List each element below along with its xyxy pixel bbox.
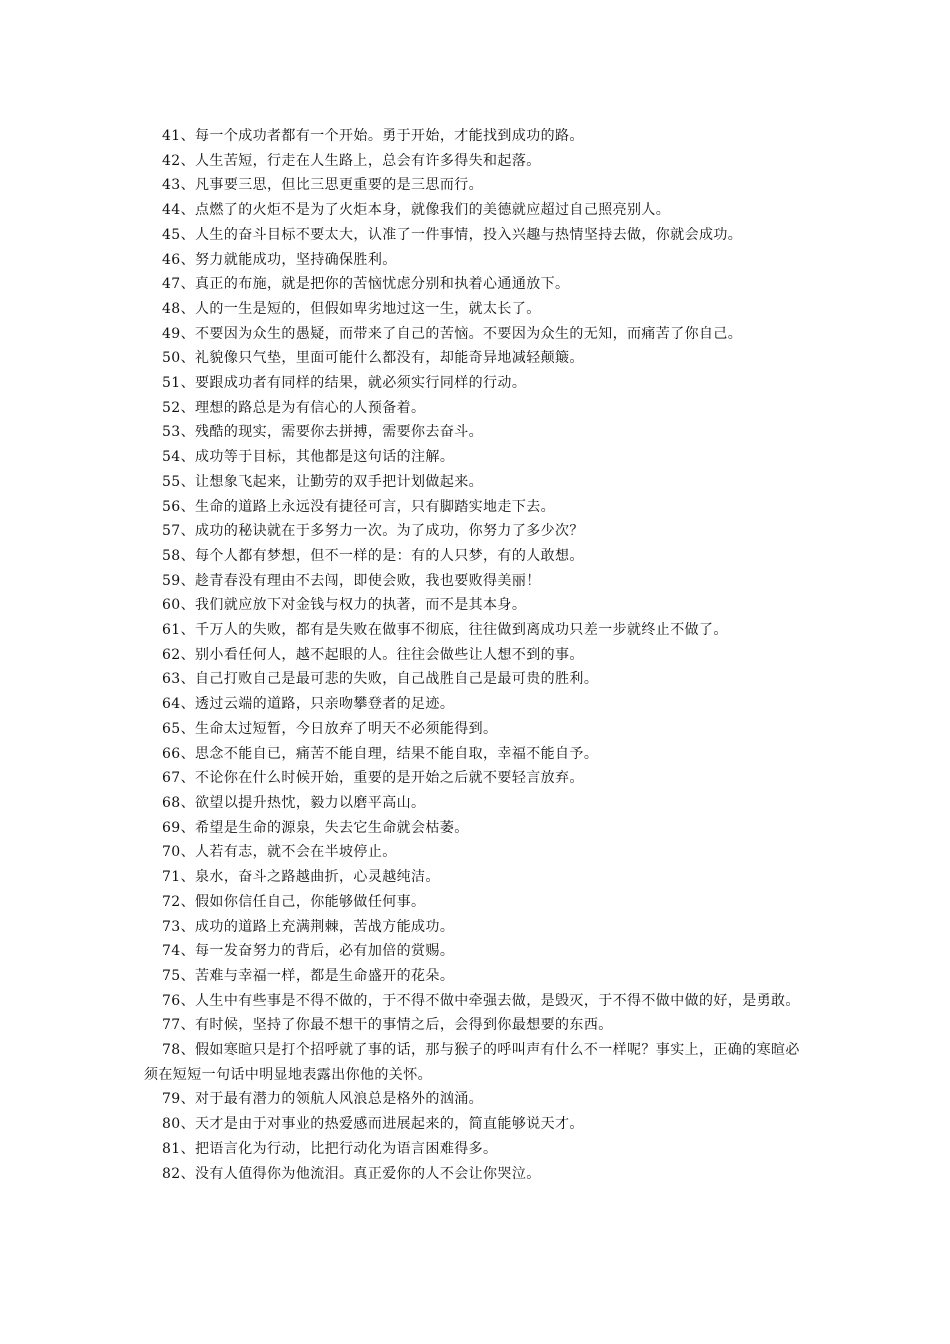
text-line: 70、人若有志，就不会在半坡停止。 (162, 844, 397, 861)
text-line: 77、有时候，坚持了你最不想干的事情之后，会得到你最想要的东西。 (162, 1017, 613, 1034)
text-line: 75、苦难与幸福一样，都是生命盛开的花朵。 (162, 967, 455, 984)
text-line: 55、让想象飞起来，让勤劳的双手把计划做起来。 (162, 473, 484, 490)
text-line: 50、礼貌像只气垫，里面可能什么都没有，却能奇异地减轻颠簸。 (162, 350, 584, 367)
text-line: 54、成功等于目标，其他都是这句话的注解。 (162, 449, 455, 466)
text-line: 56、生命的道路上永远没有捷径可言，只有脚踏实地走下去。 (162, 498, 556, 515)
text-line: 51、要跟成功者有同样的结果，就必须实行同样的行动。 (162, 375, 527, 392)
text-line: 58、每个人都有梦想，但不一样的是：有的人只梦，有的人敢想。 (162, 547, 584, 564)
text-line: 73、成功的道路上充满荆棘，苦战方能成功。 (162, 918, 455, 935)
text-line: 53、残酷的现实，需要你去拼搏，需要你去奋斗。 (162, 424, 484, 441)
text-line: 46、努力就能成功，坚持确保胜利。 (162, 251, 397, 268)
text-line: 67、不论你在什么时候开始，重要的是开始之后就不要轻言放弃。 (162, 770, 584, 787)
text-line: 57、成功的秘诀就在于多努力一次。为了成功，你努力了多少次？ (162, 523, 584, 540)
text-line: 72、假如你信任自己，你能够做任何事。 (162, 893, 426, 910)
text-line: 48、人的一生是短的，但假如卑劣地过这一生，就太长了。 (162, 300, 541, 317)
text-line: 79、对于最有潜力的领航人风浪总是格外的汹涌。 (162, 1091, 484, 1108)
document-body (144, 124, 800, 1186)
text-line: 65、生命太过短暂，今日放弃了明天不必须能得到。 (162, 720, 498, 737)
text-line: 61、千万人的失败，都有是失败在做事不彻底，往往做到离成功只差一步就终止不做了。 (162, 622, 728, 639)
text-line: 68、欲望以提升热忱，毅力以磨平高山。 (162, 794, 426, 811)
text-line: 69、希望是生命的源泉，失去它生命就会枯萎。 (162, 819, 469, 836)
text-line: 76、人生中有些事是不得不做的，于不得不做中牵强去做，是毁灭，于不得不做中做的好，是勇敢。 (162, 992, 800, 1009)
text-line: 80、天才是由于对事业的热爱感而进展起来的，简直能够说天才。 (162, 1116, 584, 1133)
text-line: 78、假如寒暄只是打个招呼就了事的话，那与猴子的呼叫声有什么不一样呢？事实上，正确的寒暄必须在短短一句话中明显地表露出你他的关怀。 (144, 1042, 800, 1083)
text-line: 60、我们就应放下对金钱与权力的执著，而不是其本身。 (162, 597, 527, 614)
text-line: 59、趁青春没有理由不去闯，即使会败，我也要败得美丽！ (162, 572, 541, 589)
text-line: 74、每一发奋努力的背后，必有加倍的赏赐。 (162, 943, 455, 960)
text-line: 81、把语言化为行动，比把行动化为语言困难得多。 (162, 1140, 498, 1157)
text-line: 62、别小看任何人，越不起眼的人。往往会做些让人想不到的事。 (162, 646, 584, 663)
text-line: 71、泉水，奋斗之路越曲折，心灵越纯洁。 (162, 869, 440, 886)
text-line: 41、每一个成功者都有一个开始。勇于开始，才能找到成功的路。 (162, 128, 584, 144)
text-line: 44、点燃了的火炬不是为了火炬本身，就像我们的美德就应超过自己照亮别人。 (162, 202, 671, 219)
text-line: 82、没有人值得你为他流泪。真正爱你的人不会让你哭泣。 (162, 1165, 541, 1182)
text-line: 49、不要因为众生的愚疑，而带来了自己的苦恼。不要因为众生的无知，而痛苦了你自己。 (162, 325, 743, 342)
text-line: 42、人生苦短，行走在人生路上，总会有许多得失和起落。 (162, 152, 541, 169)
text-line: 45、人生的奋斗目标不要太大，认准了一件事情，投入兴趣与热情坚持去做，你就会成功。 (162, 226, 743, 243)
text-line: 66、思念不能自已，痛苦不能自理，结果不能自取，幸福不能自予。 (162, 745, 599, 762)
text-line: 63、自己打败自己是最可悲的失败，自己战胜自己是最可贵的胜利。 (162, 671, 599, 688)
text-line: 43、凡事要三思，但比三思更重要的是三思而行。 (162, 177, 484, 194)
text-line: 64、透过云端的道路，只亲吻攀登者的足迹。 (162, 696, 455, 713)
text-line: 47、真正的布施，就是把你的苦恼忧虑分别和执着心通通放下。 (162, 276, 570, 293)
text-line: 52、理想的路总是为有信心的人预备着。 (162, 399, 426, 416)
